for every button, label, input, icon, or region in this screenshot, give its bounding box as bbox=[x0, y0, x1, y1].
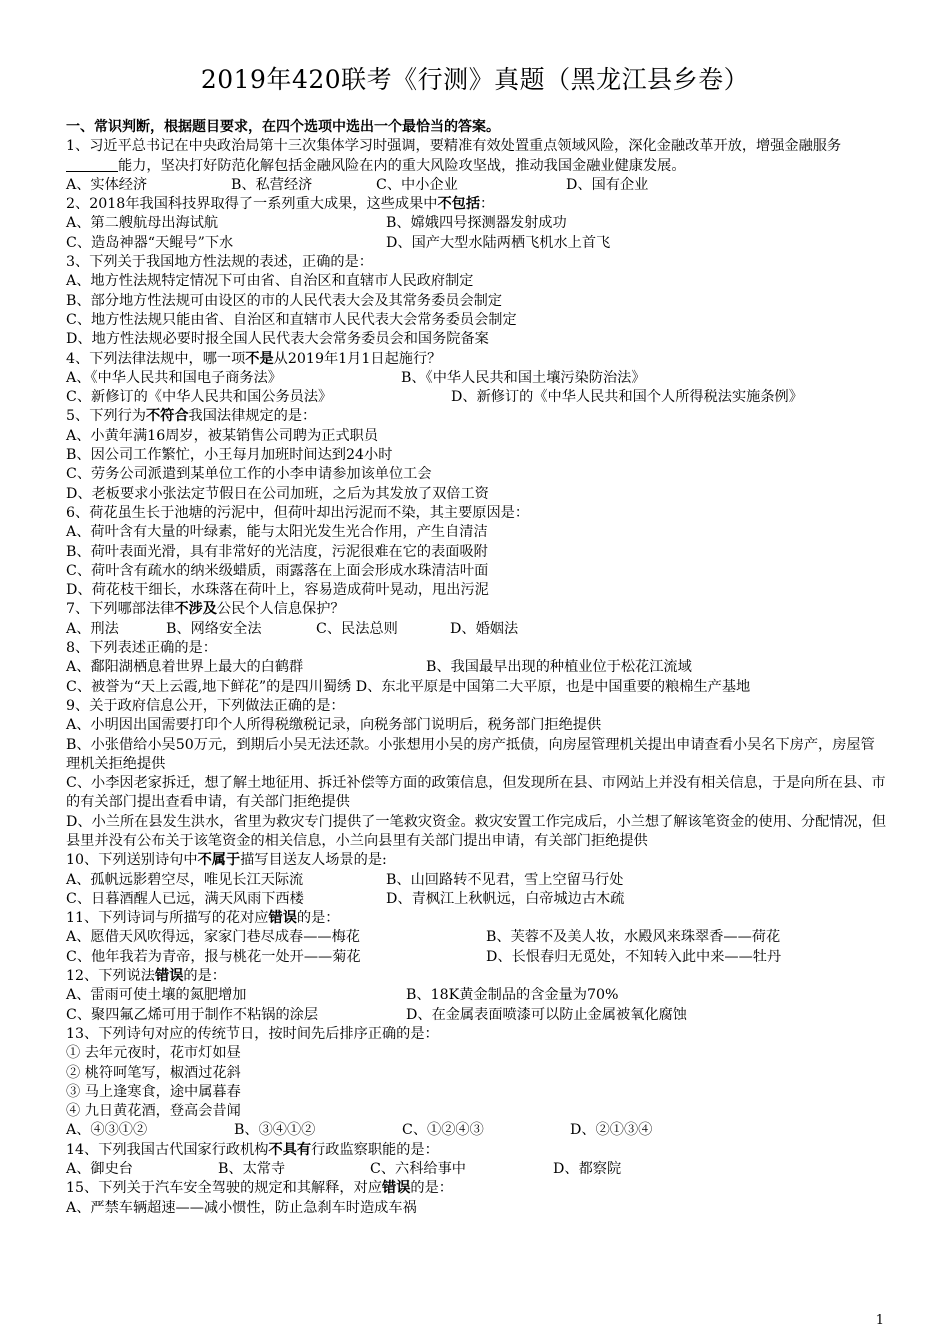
option: D、国产大型水陆两栖飞机水上首飞 bbox=[386, 234, 611, 251]
option: D、新修订的《中华人民共和国个人所得税法实施条例》 bbox=[451, 389, 803, 406]
option: B、部分地方性法规可由设区的市的人民代表大会及其常务委员会制定 bbox=[66, 292, 503, 309]
page-title: 2019年420联考《行测》真题（黑龙江县乡卷） bbox=[200, 65, 750, 94]
question-10-options-ab bbox=[66, 871, 888, 890]
option: C、他年我若为青帝，报与桃花一处开——菊花 bbox=[66, 948, 361, 965]
question-2-options-cd bbox=[66, 234, 888, 253]
option: A、《中华人民共和国电子商务法》 bbox=[66, 369, 282, 386]
option: A、刑法 bbox=[66, 620, 119, 637]
question-7-options bbox=[66, 620, 888, 639]
option: A、小黄年满16周岁，被某销售公司聘为正式职员 bbox=[66, 427, 379, 444]
option: B、山回路转不见君，雪上空留马行处 bbox=[386, 871, 624, 888]
question-2-options-ab bbox=[66, 214, 888, 233]
question-8-options-cd bbox=[66, 678, 888, 697]
question-11-options-ab bbox=[66, 928, 888, 947]
option: A、孤帆远影碧空尽，唯见长江天际流 bbox=[66, 871, 304, 888]
option: A、④③①② bbox=[66, 1122, 148, 1139]
section-heading: 一、常识判断，根据题目要求，在四个选项中选出一个最恰当的答案。 bbox=[66, 119, 500, 135]
question-13-options bbox=[66, 1121, 888, 1140]
question-12-options-ab bbox=[66, 986, 888, 1005]
option: C、①②④③ bbox=[402, 1122, 484, 1139]
option: A、荷叶含有大量的叶绿素，能与太阳光发生光合作用，产生自清洁 bbox=[66, 524, 488, 541]
question-14-options bbox=[66, 1160, 888, 1179]
question-15-stem: 15、下列关于汽车安全驾驶的规定和其解释，对应错误的是： bbox=[66, 1180, 453, 1197]
question-3-stem: 3、下列关于我国地方性法规的表述，正确的是： bbox=[66, 254, 373, 271]
page-number: 1 bbox=[875, 1313, 884, 1328]
poem-line: ③ 马上逢寒食，途中属暮春 bbox=[66, 1083, 241, 1100]
option: D、婚姻法 bbox=[450, 620, 519, 637]
question-8-stem: 8、下列表述正确的是： bbox=[66, 640, 217, 657]
option: B、网络安全法 bbox=[166, 620, 262, 637]
question-10-options-cd bbox=[66, 890, 888, 909]
option: D、荷花枝干细长，水珠落在荷叶上，容易造成荷叶晃动，甩出污泥 bbox=[66, 582, 489, 599]
question-1-options bbox=[66, 176, 888, 195]
option: B、因公司工作繁忙，小王每月加班时间达到24小时 bbox=[66, 447, 393, 464]
option: A、第二艘航母出海试航 bbox=[66, 215, 219, 232]
poem-line: ④ 九日黄花酒，登高会昔闻 bbox=[66, 1103, 241, 1120]
question-1-stem: 1、习近平总书记在中央政治局第十三次集体学习时强调，要精准有效处置重点领域风险，深化金融改革开放，增强金融服务能力，坚决打好防范化解包括金融风险在内的重大风险攻坚战，推动我国金融业健康发展。 bbox=[66, 138, 842, 174]
question-11-options-cd bbox=[66, 948, 888, 967]
question-4-options-cd bbox=[66, 388, 888, 407]
option: C、劳务公司派遣到某单位工作的小李申请参加该单位工会 bbox=[66, 466, 432, 483]
option: D、都察院 bbox=[553, 1161, 622, 1178]
option: D、②①③④ bbox=[570, 1122, 653, 1139]
option: C、日暮酒醒人已远，满天风雨下西楼 bbox=[66, 890, 304, 907]
question-12-options-cd bbox=[66, 1006, 888, 1025]
option: D、小兰所在县发生洪水，省里为救灾专门提供了一笔救灾资金。救灾安置工作完成后，小兰想了解该笔资金的使用、分配情况，但县里并没有公布关于该笔资金的相关信息，小兰向县里有关部门提出申请，有关部门拒绝提供 bbox=[66, 813, 887, 849]
option: A、鄱阳湖栖息着世界上最大的白鹤群 bbox=[66, 659, 304, 676]
option: B、③④①② bbox=[234, 1122, 316, 1139]
answer-blank bbox=[66, 157, 118, 172]
option: B、《中华人民共和国土壤污染防治法》 bbox=[401, 369, 646, 386]
question-5-stem: 5、下列行为不符合我国法律规定的是： bbox=[66, 408, 317, 425]
option: C、聚四氟乙烯可用于制作不粘锅的涂层 bbox=[66, 1006, 319, 1023]
option: D、东北平原是中国第二大平原，也是中国重要的粮棉生产基地 bbox=[355, 678, 751, 695]
option: A、小明因出国需要打印个人所得税缴税记录，向税务部门说明后，税务部门拒绝提供 bbox=[66, 717, 602, 734]
option: A、愿借天风吹得远，家家门巷尽成春——梅花 bbox=[66, 929, 360, 946]
option: B、18K黄金制品的含金量为70% bbox=[406, 987, 619, 1004]
option: B、我国最早出现的种植业位于松花江流域 bbox=[426, 659, 692, 676]
question-4-options-ab bbox=[66, 369, 888, 388]
question-9-stem: 9、关于政府信息公开，下列做法正确的是： bbox=[66, 697, 345, 714]
poem-line: ② 桃符呵笔写，椒酒过花斜 bbox=[66, 1064, 241, 1081]
option: A、严禁车辆超速——减小惯性，防止急刹车时造成车祸 bbox=[66, 1199, 417, 1216]
poem-line: ① 去年元夜时，花市灯如昼 bbox=[66, 1045, 241, 1062]
option: B、嫦娥四号探测器发射成功 bbox=[386, 215, 567, 232]
option: C、六科给事中 bbox=[370, 1161, 466, 1178]
question-4-stem: 4、下列法律法规中，哪一项不是从2019年1月1日起施行？ bbox=[66, 350, 442, 367]
option: D、国有企业 bbox=[566, 176, 649, 193]
question-14-stem: 14、下列我国古代国家行政机构不具有行政监察职能的是： bbox=[66, 1141, 439, 1158]
question-2-stem: 2、2018年我国科技界取得了一系列重大成果，这些成果中不包括： bbox=[66, 196, 495, 213]
option: C、中小企业 bbox=[376, 176, 458, 193]
question-10-stem: 10、下列送别诗句中不属于描写目送友人场景的是: bbox=[66, 852, 387, 869]
option: A、雷雨可使土壤的氮肥增加 bbox=[66, 987, 247, 1004]
option: C、新修订的《中华人民共和国公务员法》 bbox=[66, 389, 333, 406]
option: D、在金属表面喷漆可以防止金属被氧化腐蚀 bbox=[406, 1006, 687, 1023]
question-7-stem: 7、下列哪部法律不涉及公民个人信息保护？ bbox=[66, 601, 345, 618]
option: C、被誉为“天上云霞,地下鲜花”的是四川蜀绣 bbox=[66, 678, 352, 695]
option: B、私营经济 bbox=[231, 176, 313, 193]
question-13-stem: 13、下列诗句对应的传统节日，按时间先后排序正确的是： bbox=[66, 1025, 439, 1042]
option: C、民法总则 bbox=[316, 620, 398, 637]
option: D、青枫江上秋帆远，白帝城边古木疏 bbox=[386, 890, 625, 907]
question-8-options-ab bbox=[66, 658, 888, 677]
option: B、小张借给小吴50万元，到期后小吴无法还款。小张想用小吴的房产抵债，向房屋管理机关提出申请查看小吴名下房产，房屋管理机关拒绝提供 bbox=[66, 736, 875, 772]
option: A、地方性法规特定情况下可由省、自治区和直辖市人民政府制定 bbox=[66, 273, 474, 290]
option: D、地方性法规必要时报全国人民代表大会常务委员会和国务院备案 bbox=[66, 331, 489, 348]
option: B、芙蓉不及美人妆，水殿风来珠翠香——荷花 bbox=[486, 929, 781, 946]
question-6-stem: 6、荷花虽生长于池塘的污泥中，但荷叶却出污泥而不染，其主要原因是： bbox=[66, 504, 530, 521]
option: C、造岛神器“天鲲号”下水 bbox=[66, 234, 234, 251]
option: C、小李因老家拆迁，想了解土地征用、拆迁补偿等方面的政策信息，但发现所在县、市网站上并没有相关信息，于是向所在县、市的有关部门提出查看申请，有关部门拒绝提供 bbox=[66, 775, 886, 811]
question-12-stem: 12、下列说法错误的是： bbox=[66, 968, 226, 985]
question-11-stem: 11、下列诗词与所描写的花对应错误的是： bbox=[66, 910, 340, 927]
option: A、御史台 bbox=[66, 1161, 133, 1178]
option: D、老板要求小张法定节假日在公司加班，之后为其发放了双倍工资 bbox=[66, 485, 489, 502]
option: A、实体经济 bbox=[66, 176, 148, 193]
question-list bbox=[66, 118, 888, 1218]
option: C、地方性法规只能由省、自治区和直辖市人民代表大会常务委员会制定 bbox=[66, 311, 517, 328]
option: B、太常寺 bbox=[218, 1161, 286, 1178]
option: C、荷叶含有疏水的纳米级蜡质，雨露落在上面会形成水珠清洁叶面 bbox=[66, 562, 489, 579]
option: D、长恨春归无觅处，不知转入此中来——牡丹 bbox=[486, 948, 782, 965]
option: B、荷叶表面光滑，具有非常好的光洁度，污泥很难在它的表面吸附 bbox=[66, 543, 488, 560]
